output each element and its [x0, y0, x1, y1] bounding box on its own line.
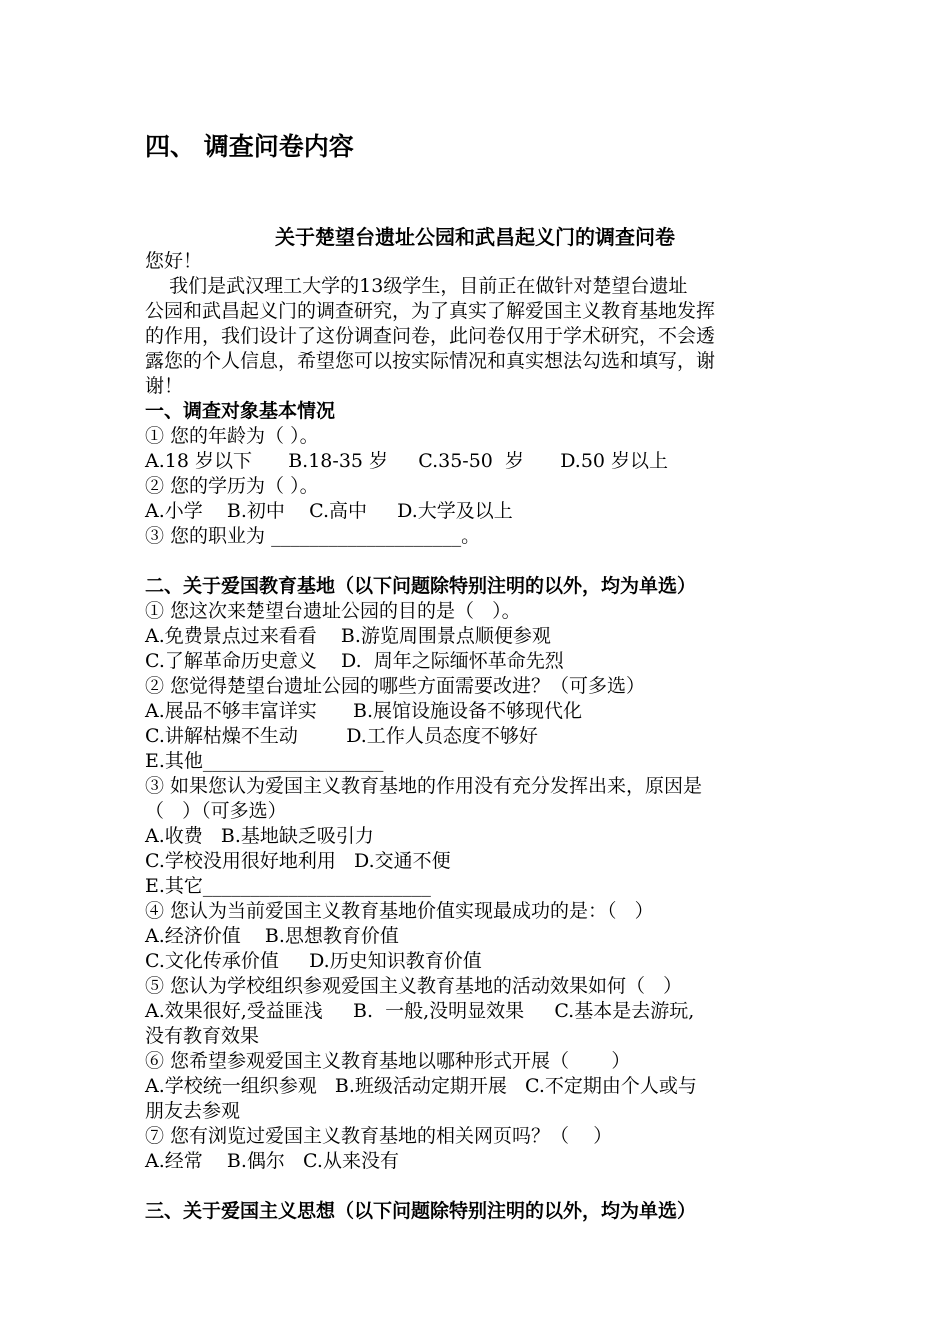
- question-line: A.收费 B.基地缺乏吸引力: [145, 825, 374, 847]
- question-line: ② 您的学历为（ ）。: [145, 475, 319, 497]
- question-line: ③ 如果您认为爱国主义教育基地的作用没有充分发挥出来，原因是: [145, 775, 703, 797]
- section2-title: 二、关于爱国教育基地（以下问题除特别注明的以外，均为单选）: [145, 575, 697, 597]
- question-line: 朋友去参观: [145, 1100, 241, 1122]
- question-line: ⑤ 您认为学校组织参观爱国主义教育基地的活动效果如何（ ）: [145, 975, 683, 997]
- question-line: ⑦ 您有浏览过爱国主义教育基地的相关网页吗？（ ）: [145, 1125, 613, 1147]
- intro-line: 谢！: [145, 375, 184, 397]
- question-line: E.其它________________________: [145, 875, 431, 897]
- question-line: 没有教育效果: [145, 1025, 260, 1047]
- question-line: ① 您这次来楚望台遗址公园的目的是（ ）。: [145, 600, 521, 622]
- question-line: A.效果很好,受益匪浅 B. 一般,没明显效果 C.基本是去游玩,: [145, 1000, 695, 1022]
- question-line: ③ 您的职业为 ____________________。: [145, 525, 481, 547]
- intro-line: 我们是武汉理工大学的13级学生，目前正在做针对楚望台遗址: [145, 275, 688, 297]
- question-line: A.经济价值 B.思想教育价值: [145, 925, 399, 947]
- question-line: C.文化传承价值 D.历史知识教育价值: [145, 950, 482, 972]
- question-line: ① 您的年龄为（ ）。: [145, 425, 319, 447]
- question-line: A.展品不够丰富详实 B.展馆设施设备不够现代化: [145, 700, 583, 722]
- survey-title: 关于楚望台遗址公园和武昌起义门的调查问卷: [275, 225, 675, 249]
- intro-line: 露您的个人信息，希望您可以按实际情况和真实想法勾选和填写，谢: [145, 350, 716, 372]
- question-line: C.讲解枯燥不生动 D.工作人员态度不够好: [145, 725, 538, 747]
- section3-title: 三、关于爱国主义思想（以下问题除特别注明的以外，均为单选）: [145, 1200, 697, 1222]
- question-line: A.免费景点过来看看 B.游览周围景点顺便参观: [145, 625, 551, 647]
- question-line: E.其他___________________: [145, 750, 384, 772]
- greeting: 您好！: [145, 250, 203, 272]
- question-line: （ ）（可多选）: [145, 800, 287, 822]
- question-line: C.了解革命历史意义 D. 周年之际缅怀革命先烈: [145, 650, 564, 672]
- intro-line: 的作用，我们设计了这份调查问卷，此问卷仅用于学术研究，不会透: [145, 325, 716, 347]
- intro-line: 公园和武昌起义门的调查研究，为了真实了解爱国主义教育基地发挥: [145, 300, 716, 322]
- section1-title: 一、调查对象基本情况: [145, 400, 336, 422]
- question-line: ⑥ 您希望参观爱国主义教育基地以哪种形式开展（ ）: [145, 1050, 631, 1072]
- question-line: A.经常 B.偶尔 C.从来没有: [145, 1150, 399, 1172]
- question-line: A.18 岁以下 B.18-35 岁 C.35-50 岁 D.50 岁以上: [145, 450, 669, 472]
- question-line: C.学校没用很好地利用 D.交通不便: [145, 850, 451, 872]
- question-line: A.小学 B.初中 C.高中 D.大学及以上: [145, 500, 513, 522]
- question-line: A.学校统一组织参观 B.班级活动定期开展 C.不定期由个人或与: [145, 1075, 697, 1097]
- question-line: ② 您觉得楚望台遗址公园的哪些方面需要改进？（可多选）: [145, 675, 646, 697]
- question-line: ④ 您认为当前爱国主义教育基地价值实现最成功的是：（ ）: [145, 900, 654, 922]
- section-heading: 四、 调查问卷内容: [145, 132, 354, 161]
